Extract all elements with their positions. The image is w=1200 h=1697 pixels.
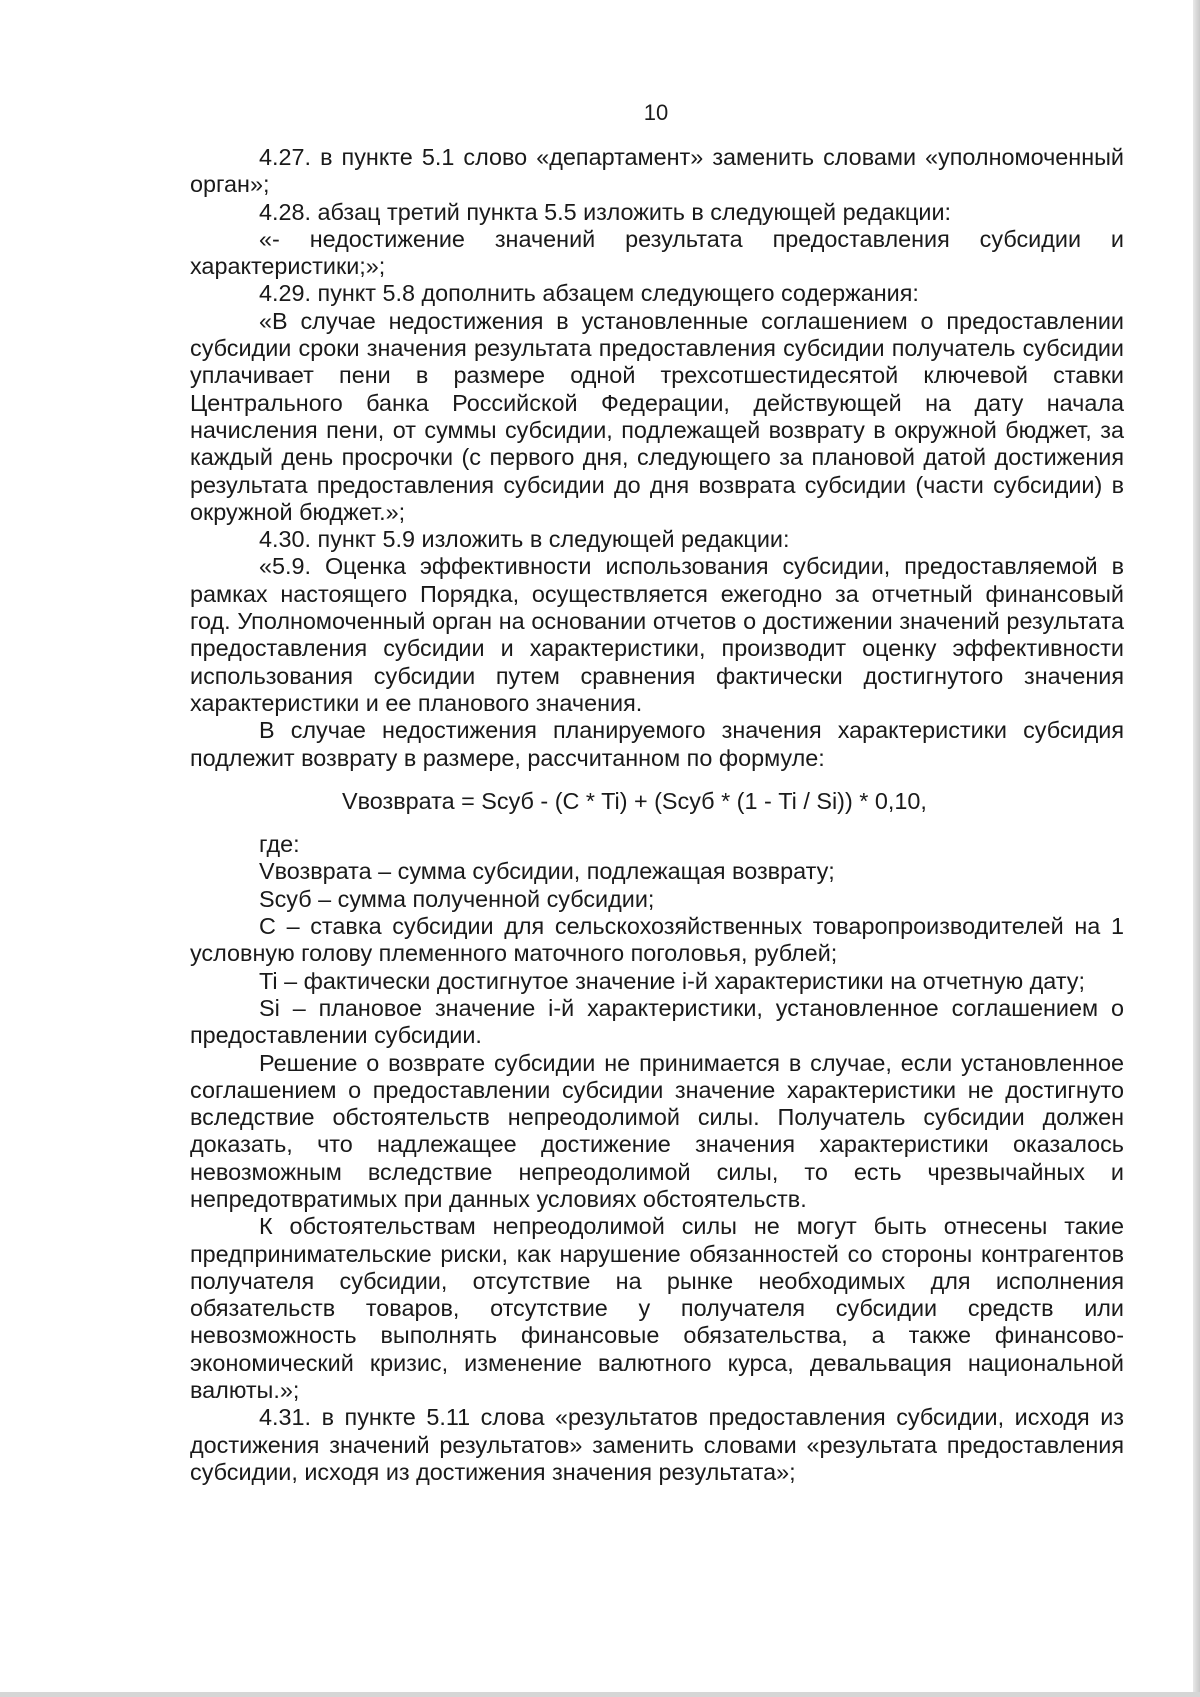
page-edge-right <box>1193 0 1200 1697</box>
paragraph-force-majeure: Решение о возврате субсидии не принимается в случае, если установленное соглашением о предоставлении субсидии значение характеристики не достигнуто вследствие обстоятельств непреодолимой силы. Получатель субсидии должен доказать, что надлежащее достижение значения характеристики оказалось невозможным вследствие непреодолимой силы, то есть чрезвычайных и непредотвратимых при данных условиях обстоятельств. <box>190 1049 1124 1212</box>
formula: Vвозврата = Sсуб - (C * Ti) + (Sсуб * (1 - Ti / Si)) * 0,10, <box>342 787 927 814</box>
paragraph-4-30: 4.30. пункт 5.9 изложить в следующей редакции: <box>259 526 790 553</box>
paragraph-4-28-text: «- недостижение значений результата предоставления субсидии и характеристики;»; <box>190 225 1124 280</box>
definition-where: где: <box>259 831 300 858</box>
paragraph-formula-intro: В случае недостижения планируемого значения характеристики субсидия подлежит возврату в размере, рассчитанном по формуле: <box>190 717 1124 771</box>
definition-v-return: Vвозврата – сумма субсидии, подлежащая возврату; <box>259 858 835 885</box>
paragraph-4-29: 4.29. пункт 5.8 дополнить абзацем следующего содержания: <box>259 280 919 307</box>
paragraph-4-27: 4.27. в пункте 5.1 слово «департамент» заменить словами «уполномоченный орган»; <box>190 144 1124 198</box>
definition-si: Si – плановое значение i-й характеристики, установленное соглашением о предоставлении субсидии. <box>190 994 1124 1049</box>
definition-s-sub: Sсуб – сумма полученной субсидии; <box>259 885 655 912</box>
paragraph-4-31: 4.31. в пункте 5.11 слова «результатов предоставления субсидии, исходя из достижения значений результатов» заменить словами «результата предоставления субсидии, исходя из достижения значения результата»; <box>190 1404 1124 1485</box>
page-number: 10 <box>643 100 669 125</box>
paragraph-4-29-text: «В случае недостижения в установленные соглашением о предоставлении субсидии сроки значения результата предоставления субсидии получатель субсидии уплачивает пени в размере одной трехсотшестидесятой ключевой ставки Центрального банка Российской Федерации, действующей на дату начала начисления пени, от суммы субсидии, подлежащей возврату в окружной бюджет, за каждый день просрочки (с первого дня, следующего за плановой датой достижения результата предоставления субсидии до дня возврата субсидии (части субсидии) в окружной бюджет.»; <box>190 307 1124 525</box>
document-body <box>190 144 1124 1486</box>
paragraph-force-majeure-exclusions: К обстоятельствам непреодолимой силы не могут быть отнесены такие предпринимательские риски, как нарушение обязанностей со стороны контрагентов получателя субсидии, отсутствие на рынке необходимых для исполнения обязательств товаров, отсутствие у получателя субсидии средств или невозможность выполнять финансовые обязательства, а также финансово-экономический кризис, изменение валютного курса, девальвация национальной валюты.»; <box>190 1213 1124 1404</box>
definition-ti: Ti – фактически достигнутое значение i-й характеристики на отчетную дату; <box>259 967 1085 994</box>
paragraph-5-9-text: «5.9. Оценка эффективности использования субсидии, предоставляемой в рамках настоящего Порядка, осуществляется ежегодно за отчетный финансовый год. Уполномоченный орган на основании отчетов о достижении значений результата предоставления субсидии и характеристики, производит оценку эффективности использования субсидии путем сравнения фактически достигнутого значения характеристики и ее планового значения. <box>190 553 1124 716</box>
page-edge-bottom <box>0 1692 1200 1697</box>
paragraph-4-28: 4.28. абзац третий пункта 5.5 изложить в следующей редакции: <box>259 198 952 225</box>
definition-c: C – ставка субсидии для сельскохозяйственных товаропроизводителей на 1 условную голову племенного маточного поголовья, рублей; <box>190 913 1124 967</box>
